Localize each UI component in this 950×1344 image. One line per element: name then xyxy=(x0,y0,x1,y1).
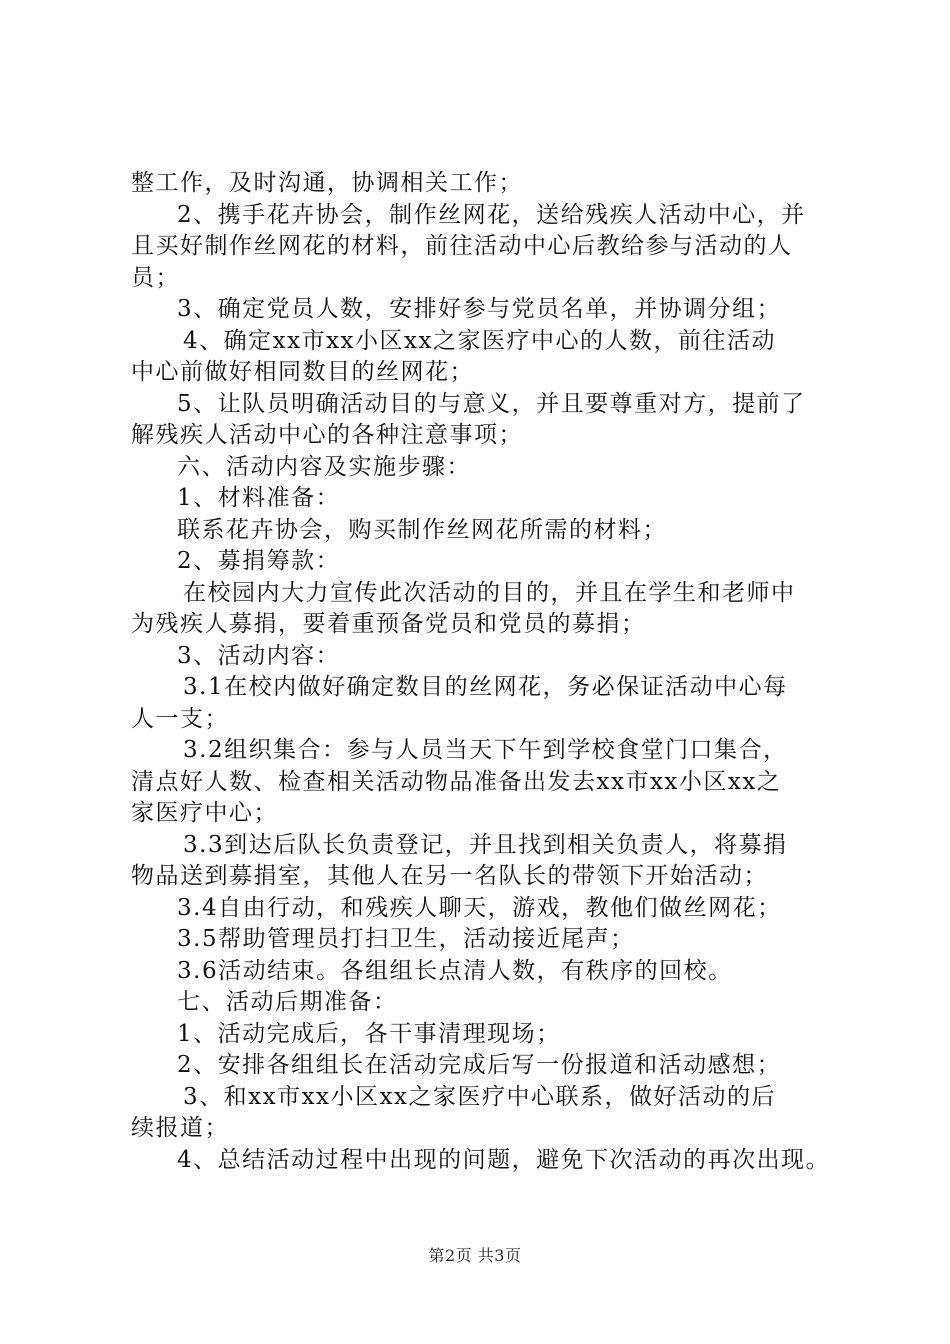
text-line: 3.5帮助管理员打扫卫生，活动接近尾声； xyxy=(177,926,635,952)
text-line: 4、确定xx市xx小区xx之家医疗中心的人数，前往活动 xyxy=(183,327,776,354)
text-line: 物品送到募捐室，其他人在另一名队长的带领下开始活动； xyxy=(131,863,768,889)
text-line: 整工作，及时沟通，协调相关工作； xyxy=(131,170,523,196)
text-line: 3.4自由行动，和残疾人聊天，游戏，教他们做丝网花； xyxy=(177,894,782,921)
text-line: 2、携手花卉协会，制作丝网花，送给残疾人活动中心，并 xyxy=(177,201,806,228)
text-line: 解残疾人活动中心的各种注意事项； xyxy=(131,422,523,448)
text-line: 家医疗中心； xyxy=(131,800,278,826)
text-line: 3.1在校内做好确定数目的丝网花，务必保证活动中心每 xyxy=(183,674,788,700)
text-line: 续报道； xyxy=(131,1115,229,1141)
page-number-footer: 第2页 共3页 xyxy=(428,1246,522,1265)
text-line: 3.2组织集合：参与人员当天下午到学校食堂门口集合， xyxy=(183,737,788,763)
text-line: 清点好人数、检查相关活动物品准备出发去xx市xx小区xx之 xyxy=(131,768,782,795)
text-line: 且买好制作丝网花的材料，前往活动中心后教给参与活动的人 xyxy=(131,233,793,259)
subsection-heading: 1、材料准备： xyxy=(177,485,341,511)
subsection-heading: 3、活动内容： xyxy=(177,642,341,669)
text-line: 员； xyxy=(131,264,180,291)
text-line: 3.3到达后队长负责登记，并且找到相关负责人，将募捐 xyxy=(183,831,788,858)
document-body xyxy=(131,168,831,1176)
text-line: 为残疾人募捐，要着重预备党员和党员的募捐； xyxy=(131,611,646,637)
text-line: 在校园内大力宣传此次活动的目的，并且在学生和老师中 xyxy=(183,579,796,606)
text-line: 5、让队员明确活动目的与意义，并且要尊重对方，提前了 xyxy=(177,390,806,417)
subsection-heading: 2、募捐筹款： xyxy=(177,548,341,574)
text-line: 3、和xx市xx小区xx之家医疗中心联系，做好活动的后 xyxy=(183,1083,776,1110)
text-line: 联系花卉协会，购买制作丝网花所需的材料； xyxy=(177,516,667,543)
text-line: 4、总结活动过程中出现的问题，避免下次活动的再次出现。 xyxy=(177,1146,831,1173)
text-line: 人一支； xyxy=(131,705,229,732)
section-heading: 七、活动后期准备： xyxy=(177,989,398,1015)
text-line: 1、活动完成后，各干事清理现场； xyxy=(177,1020,561,1047)
section-heading: 六、活动内容及实施步骤： xyxy=(177,453,471,480)
text-line: 3、确定党员人数，安排好参与党员名单，并协调分组； xyxy=(177,296,782,322)
text-line: 2、安排各组组长在活动完成后写一份报道和活动感想； xyxy=(177,1052,782,1078)
text-line: 3.6活动结束。各组组长点清人数，有秩序的回校。 xyxy=(177,957,733,984)
text-line: 中心前做好相同数目的丝网花； xyxy=(131,359,474,385)
